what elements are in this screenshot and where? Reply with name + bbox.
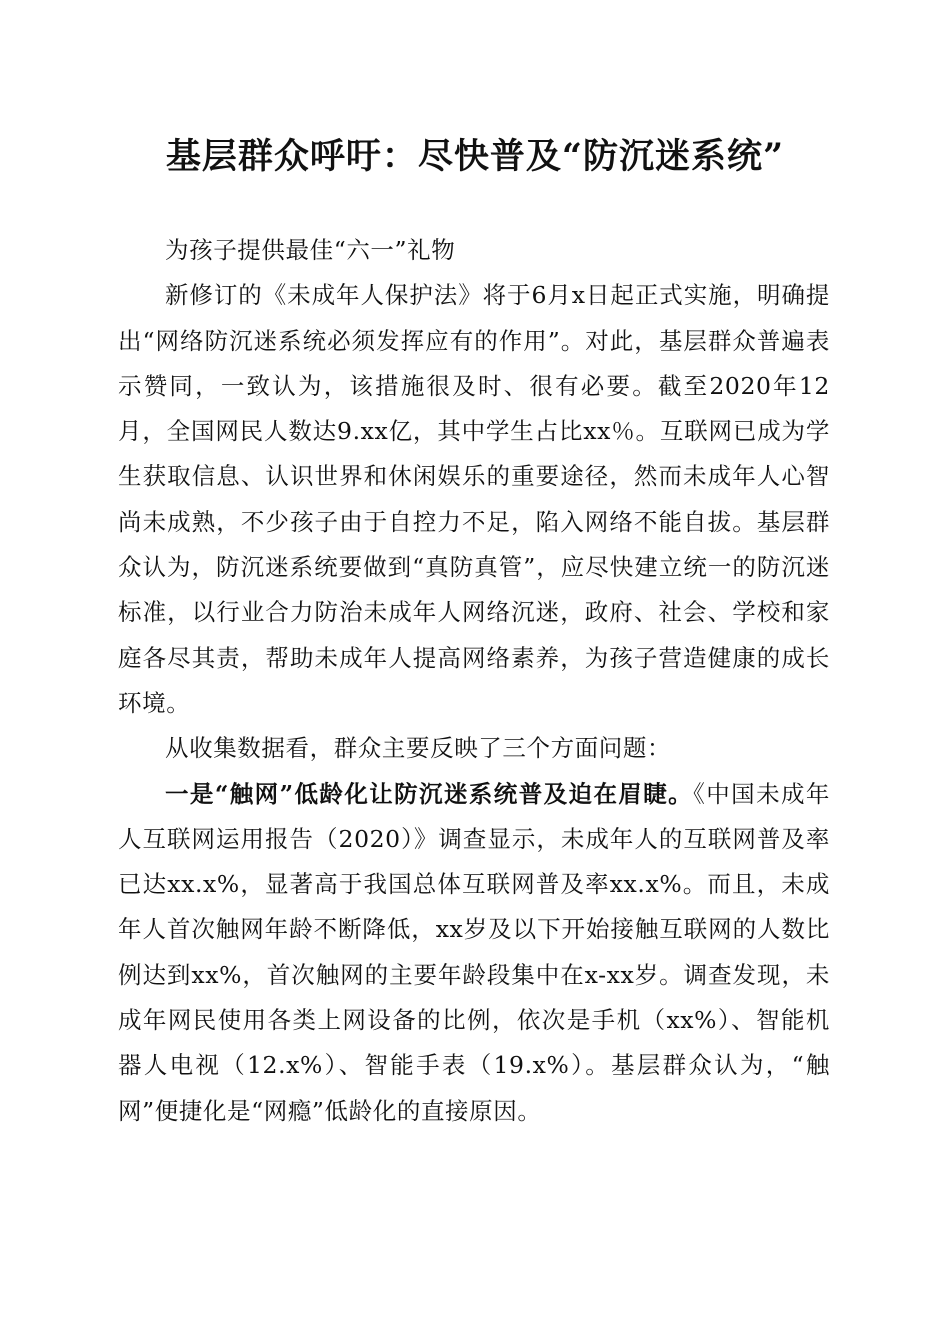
paragraph-point-one bbox=[118, 772, 830, 1134]
paragraph-text: 《中国未成年人互联网运用报告（2020）》调查显示，未成年人的互联网普及率已达xx.x%，显著高于我国总体互联网普及率xx.x%。而且，未成年人首次触网年龄不断降低，xx岁及以下开始接触互联网的人数比例达到xx%，首次触网的主要年龄段集中在x-xx岁。调查发现，未成年网民使用各类上网设备的比例，依次是手机（xx%）、智能机器人电视（12.x%）、智能手表（19.x%）。基层群众认为，“触网”便捷化是“网瘾”低龄化的直接原因。 bbox=[118, 779, 831, 1125]
paragraph-intro bbox=[118, 273, 830, 726]
paragraph-text: 新修订的《未成年人保护法》将于6月x日起正式实施，明确提出“网络防沉迷系统必须发挥应有的作用”。对此，基层群众普遍表示赞同，一致认为，该措施很及时、很有必要。截至2020年12月，全国网民人数达9.xx亿，其中学生占比xx％。互联网已成为学生获取信息、认识世界和休闲娱乐的重要途径，然而未成年人心智尚未成熟，不少孩子由于自控力不足，陷入网络不能自拔。基层群众认为，防沉迷系统要做到“真防真管”，应尽快建立统一的防沉迷标准，以行业合力防治未成年人网络沉迷，政府、社会、学校和家庭各尽其责，帮助未成年人提高网络素养，为孩子营造健康的成长环境。 bbox=[118, 281, 830, 717]
subtitle-paragraph: 为孩子提供最佳“六一”礼物 bbox=[165, 236, 456, 264]
document-body bbox=[118, 228, 830, 1134]
paragraph-lead-bold: 一是“触网”低龄化让防沉迷系统普及迫在眉睫。 bbox=[165, 779, 694, 808]
paragraph-summary bbox=[118, 726, 830, 771]
paragraph-text: 从收集数据看，群众主要反映了三个方面问题： bbox=[165, 734, 672, 763]
document-title: 基层群众呼吁：尽快普及“防沉迷系统” bbox=[165, 136, 785, 177]
